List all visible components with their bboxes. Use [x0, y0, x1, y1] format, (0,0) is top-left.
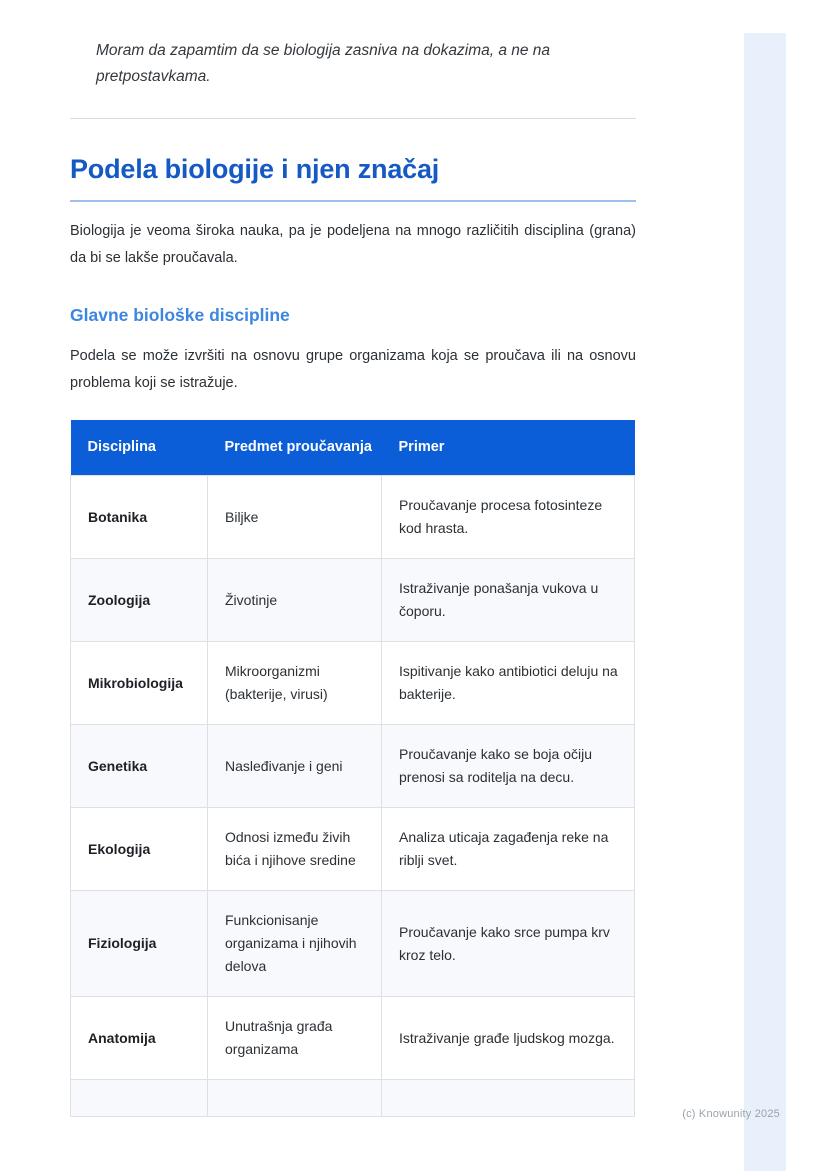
footer-credit: (c) Knowunity 2025 — [682, 1108, 780, 1120]
cell-predmet — [208, 1080, 382, 1117]
scroll-rail-track[interactable] — [744, 33, 786, 1171]
column-header-disciplina: Disciplina — [71, 420, 208, 476]
intro-paragraph: Biologija je veoma široka nauka, pa je podeljena na mnogo različitih disciplina (grana) da bi se lakše proučavala. — [70, 223, 636, 266]
page-title: Podela biologije i njen značaj — [70, 154, 440, 184]
cell-primer — [382, 1080, 635, 1117]
cell-predmet: Unutrašnja građa organizama — [208, 997, 382, 1080]
cell-predmet: Mikroorganizmi (bakterije, virusi) — [208, 642, 382, 725]
cell-disciplina: Botanika — [71, 476, 208, 559]
cell-disciplina: Mikrobiologija — [71, 642, 208, 725]
table-row — [71, 808, 635, 891]
cell-primer: Proučavanje procesa fotosinteze kod hrasta. — [382, 476, 635, 559]
table-row — [71, 725, 635, 808]
title-underline — [70, 200, 636, 202]
cell-primer: Istraživanje ponašanja vukova u čoporu. — [382, 559, 635, 642]
table-row — [71, 997, 635, 1080]
cell-disciplina: Anatomija — [71, 997, 208, 1080]
section-paragraph: Podela se može izvršiti na osnovu grupe organizama koja se proučava ili na osnovu problema koji se istražuje. — [70, 348, 636, 391]
section-heading: Glavne biološke discipline — [70, 305, 290, 325]
cell-predmet: Odnosi između živih bića i njihove sredine — [208, 808, 382, 891]
cell-predmet: Nasleđivanje i geni — [208, 725, 382, 808]
cell-predmet: Funkcionisanje organizama i njihovih delova — [208, 891, 382, 997]
cell-primer: Proučavanje kako se boja očiju prenosi sa roditelja na decu. — [382, 725, 635, 808]
table-viewport — [70, 397, 636, 1149]
cell-primer: Analiza uticaja zagađenja reke na riblji svet. — [382, 808, 635, 891]
cell-predmet: Biljke — [208, 476, 382, 559]
column-header-predmet: Predmet proučavanja — [208, 420, 382, 476]
cell-primer: Istraživanje građe ljudskog mozga. — [382, 997, 635, 1080]
cell-disciplina: Genetika — [71, 725, 208, 808]
table-row — [71, 559, 635, 642]
table-header-row — [71, 420, 635, 476]
table-row — [71, 476, 635, 559]
disciplines-table — [70, 420, 635, 1117]
table-row — [71, 891, 635, 997]
cell-disciplina: Fiziologija — [71, 891, 208, 997]
table-row — [71, 1080, 635, 1117]
cell-disciplina: Zoologija — [71, 559, 208, 642]
cell-primer: Ispitivanje kako antibiotici deluju na bakterije. — [382, 642, 635, 725]
quote-divider — [70, 118, 636, 119]
cell-predmet: Životinje — [208, 559, 382, 642]
cell-disciplina: Ekologija — [71, 808, 208, 891]
cell-disciplina — [71, 1080, 208, 1117]
document-content — [70, 0, 636, 1149]
table-row — [71, 642, 635, 725]
quote-text: Moram da zapamtim da se biologija zasniva na dokazima, a ne na pretpostavkama. — [96, 42, 551, 85]
cell-primer: Proučavanje kako srce pumpa krv kroz telo. — [382, 891, 635, 997]
scroll-rail[interactable] — [744, 0, 828, 1171]
column-header-primer: Primer — [382, 420, 635, 476]
